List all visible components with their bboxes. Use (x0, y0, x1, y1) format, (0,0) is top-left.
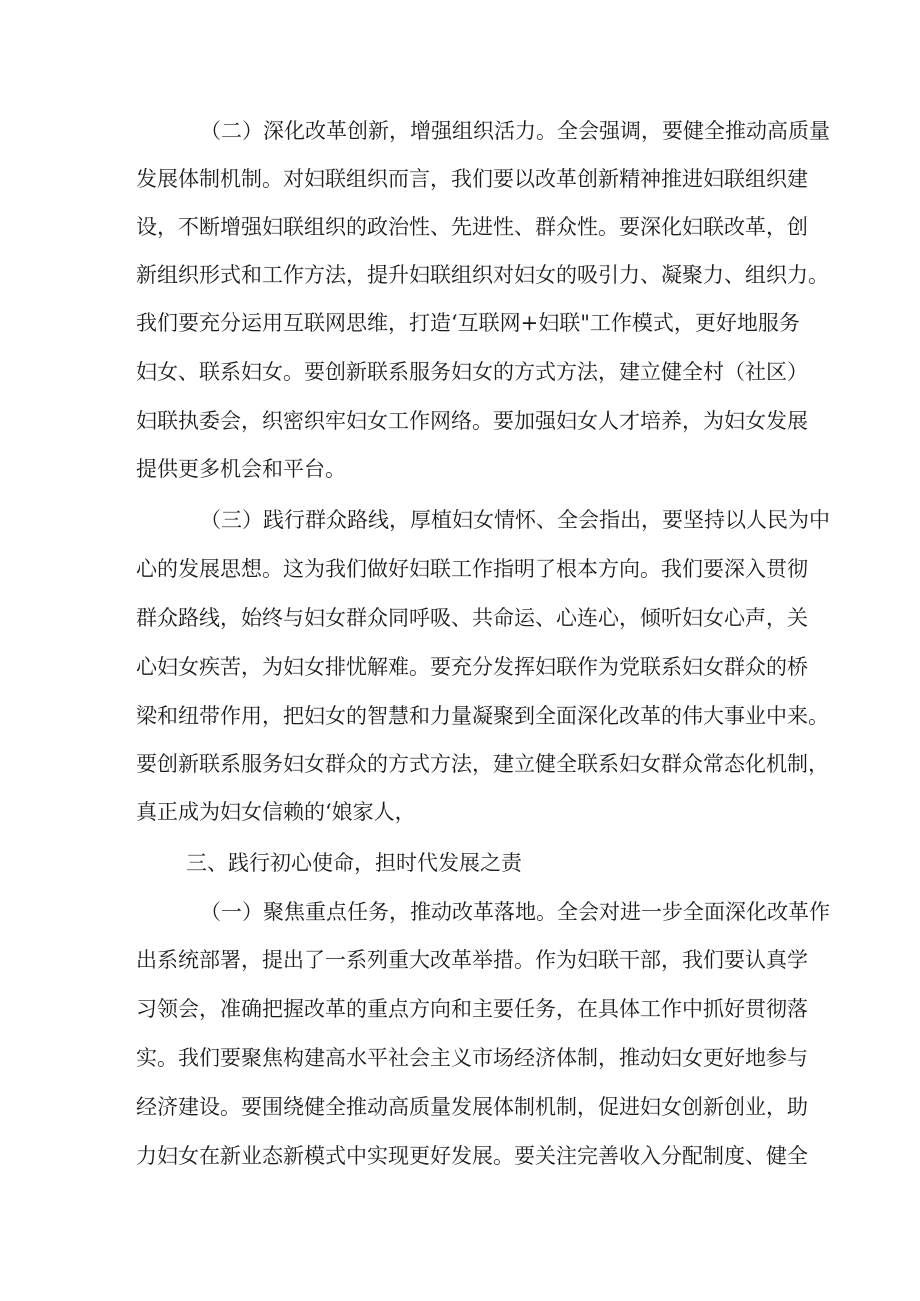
text-line: 要创新联系服务妇女群众的方式方法，建立健全联系妇女群众常态化机制， (136, 752, 829, 776)
text-line: 真正成为妇女信赖的‘娘家人， (136, 800, 416, 824)
text-line: 习领会，准确把握改革的重点方向和主要任务，在具体工作中抓好贯彻落 (136, 997, 808, 1021)
text-line: 实。我们要聚焦构建高水平社会主义市场经济体制，推动妇女更好地参与 (136, 1046, 808, 1070)
text-line: 梁和纽带作用，把妇女的智慧和力量凝聚到全面深化改革的伟大事业中来。 (136, 704, 829, 728)
text-line: 心妇女疾苦，为妇女排忧解难。要充分发挥妇联作为党联系妇女群众的桥 (136, 655, 808, 679)
text-line: 出系统部署，提出了一系列重大改革举措。作为妇联干部，我们要认真学 (136, 948, 808, 972)
text-line: 力妇女在新业态新模式中实现更好发展。要关注完善收入分配制度、健全 (136, 1144, 808, 1168)
text-line: 群众路线，始终与妇女群众同呼吸、共命运、心连心，倾听妇女心声，关 (136, 606, 808, 630)
text-line: 设，不断增强妇联组织的政治性、先进性、群众性。要深化妇联改革，创 (136, 215, 808, 239)
text-line: 经济建设。要围绕健全推动高质量发展体制机制，促进妇女创新创业，助 (136, 1095, 808, 1119)
text-line: 妇联执委会，织密织牢妇女工作网络。要加强妇女人才培养，为妇女发展 (136, 409, 808, 433)
text-line: 心的发展思想。这为我们做好妇联工作指明了根本方向。我们要深入贯彻 (136, 557, 808, 581)
text-line: 我们要充分运用互联网思维，打造‘互联网+妇联"工作模式，更好地服务 (136, 311, 800, 335)
text-line: （三）践行群众路线，厚植妇女情怀、全会指出，要坚持以人民为中 (200, 508, 830, 532)
text-line: 发展体制机制。对妇联组织而言，我们要以改革创新精神推进妇联组织建 (136, 167, 808, 191)
text-line: 新组织形式和工作方法，提升妇联组织对妇女的吸引力、凝聚力、组织力。 (136, 263, 829, 287)
text-line: 提供更多机会和平台。 (136, 457, 346, 481)
section-heading: 三、践行初心使命，担时代发展之责 (186, 851, 522, 875)
text-line: 妇女、联系妇女。要创新联系服务妇女的方式方法，建立健全村（社区） (136, 360, 808, 384)
text-line: （二）深化改革创新，增强组织活力。全会强调，要健全推动高质量 (200, 119, 830, 143)
text-line: （一）聚焦重点任务，推动改革落地。全会对进一步全面深化改革作 (200, 900, 830, 924)
